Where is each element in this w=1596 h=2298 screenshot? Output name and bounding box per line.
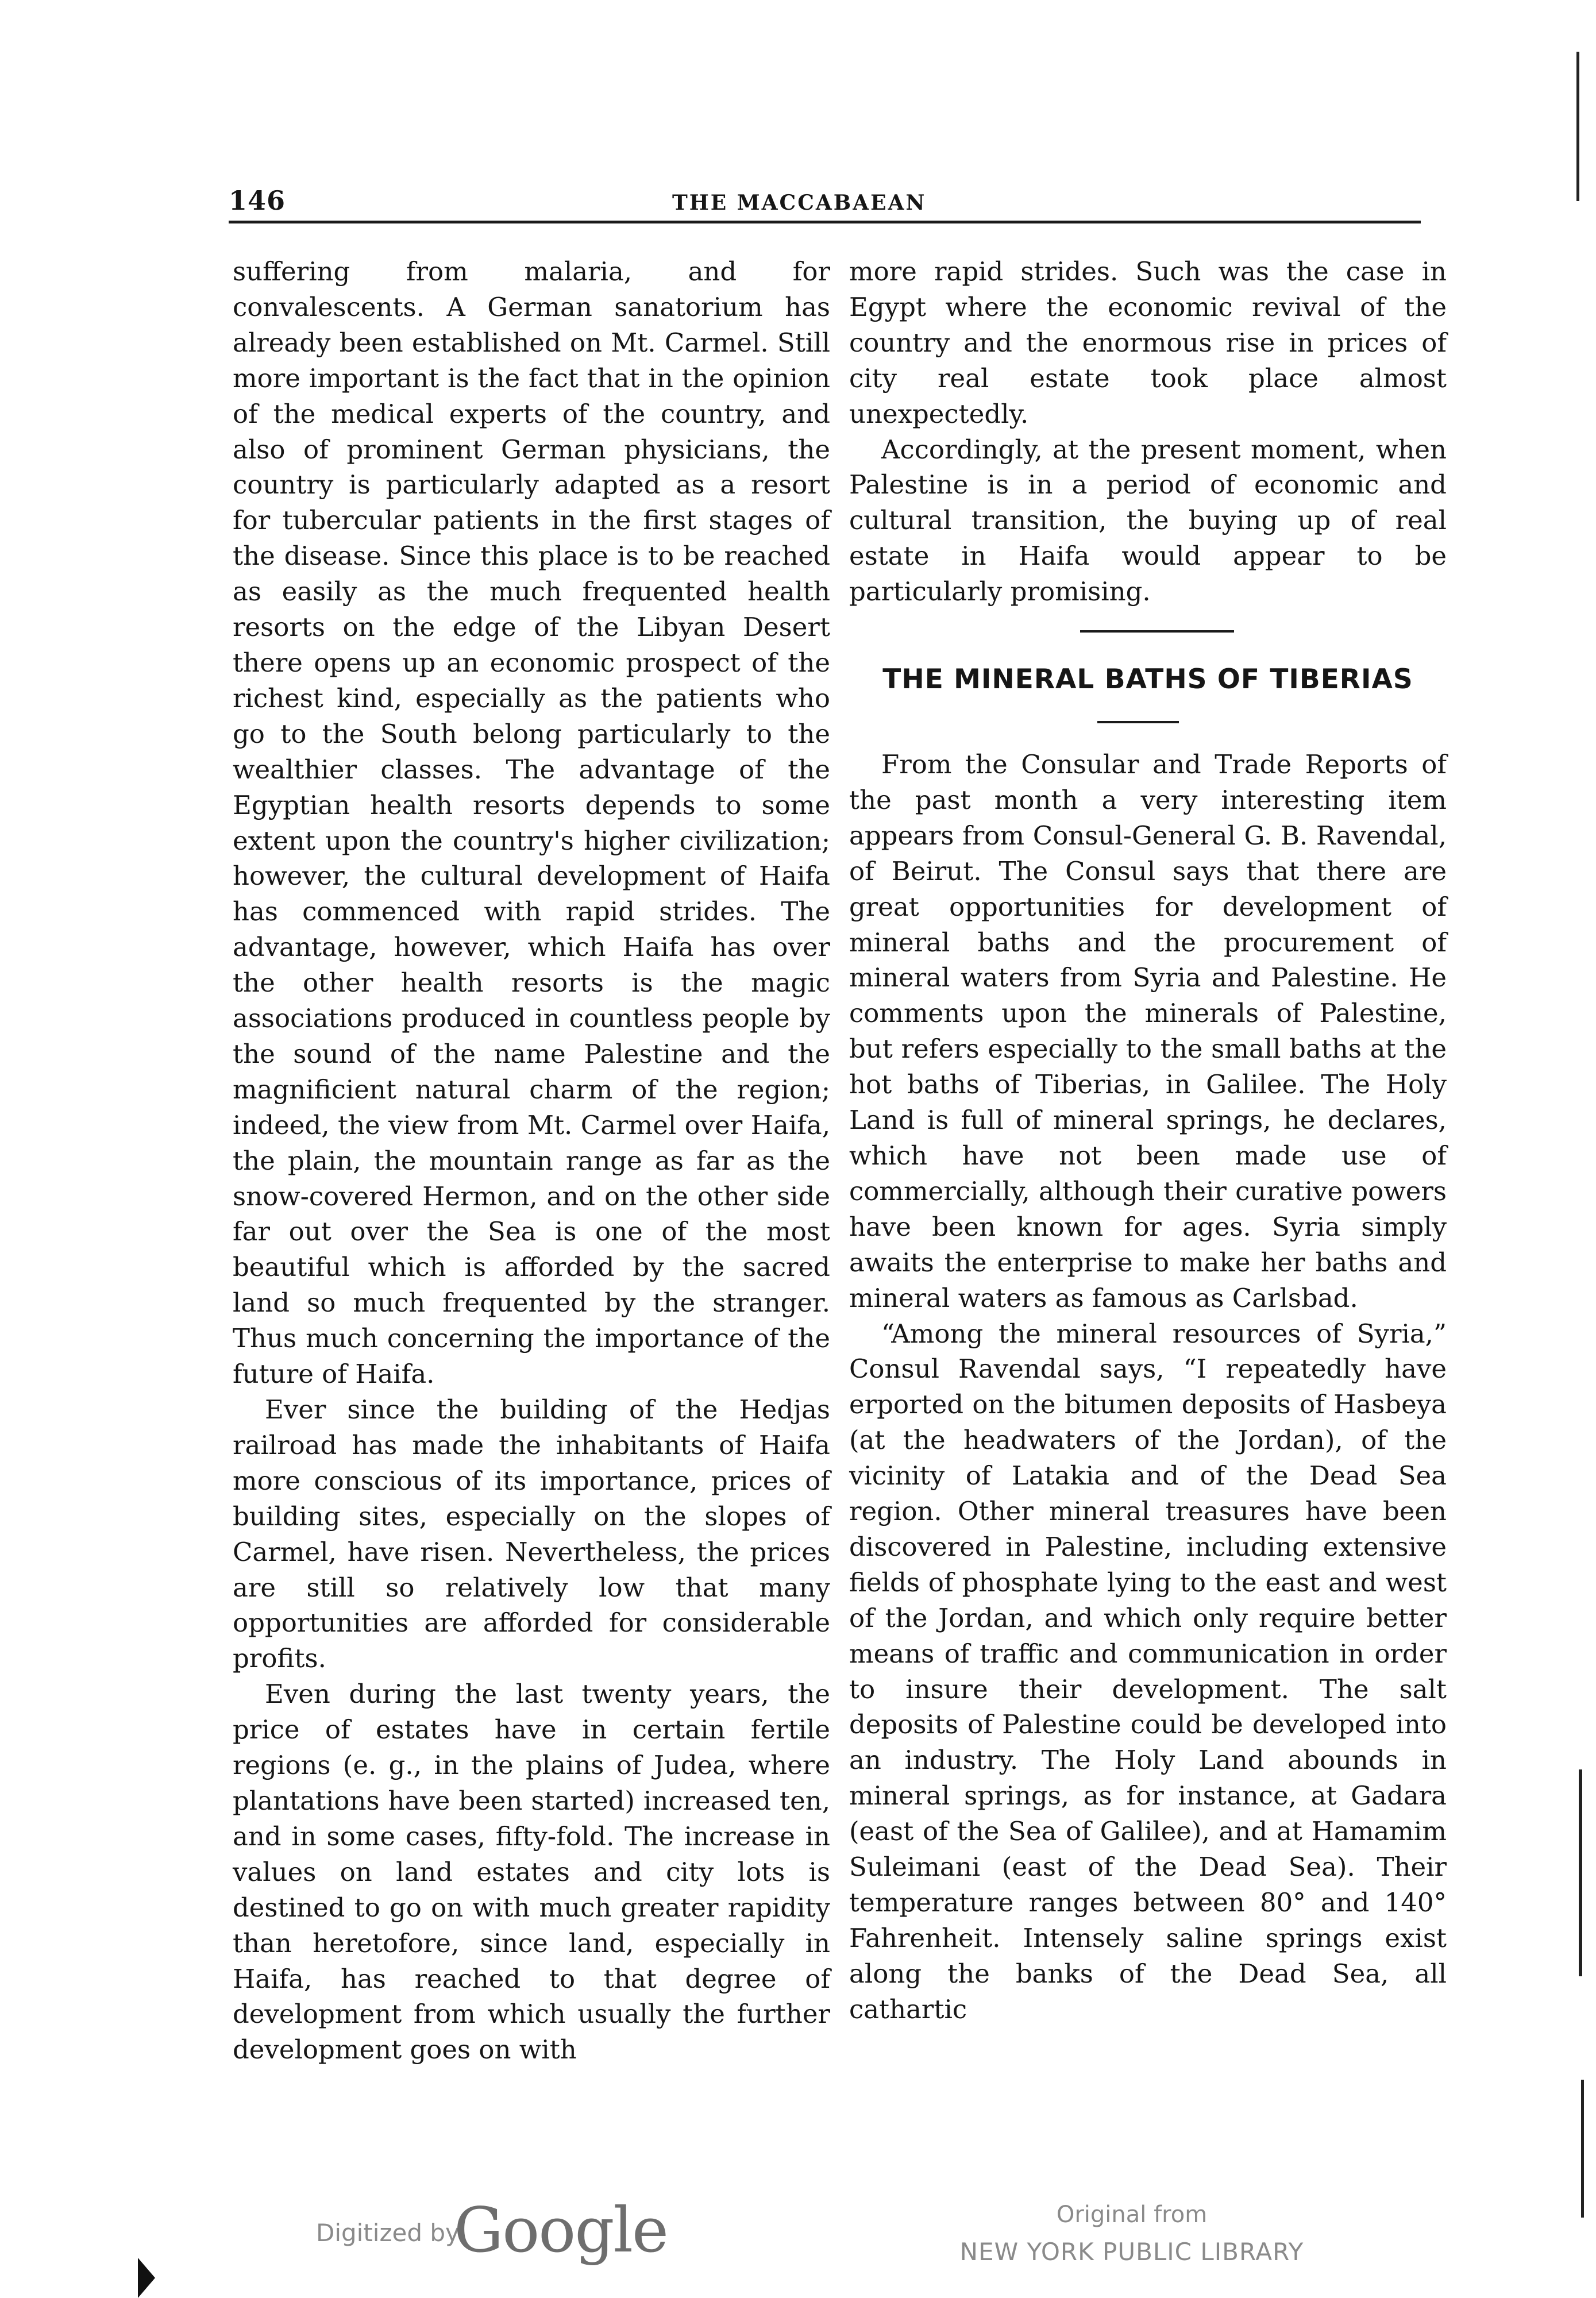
scan-margin-mark-bottom (1581, 2080, 1584, 2218)
left-paragraph-1: suffering from malaria, and for convalescents. A German sanatorium has already been established on Mt. Carmel. Still more important is the fact that in the opinion of the medical experts of the country, and also of prominent German physicians, the country is particularly adapted as a resort for tubercular patients in the first stages of the disease. Since this place is to be reached as easily as the much frequented health resorts on the edge of the Libyan Desert there opens up an economic prospect of the richest kind, especially as the patients who go to the South belong particularly to the wealthier classes. The advantage of the Egyptian health resorts depends to some extent upon the country's higher civilization; however, the cultural development of Haifa has commenced with rapid strides. The advantage, however, which Haifa has over the other health resorts is the magic associations produced in countless people by the sound of the name Palestine and the magnificient natural charm of the region; indeed, the view from Mt. Carmel over Haifa, the plain, the mountain range as far as the snow-covered Hermon, and on the other side far out over the Sea is one of the most beautiful which is afforded by the sacred land so much frequented by the stranger. Thus much concerning the importance of the future of Haifa. (233, 256, 830, 1390)
right-paragraph-1: more rapid strides. Such was the case in Egypt where the economic revival of the country and the enormous rise in prices of city real estate took place almost unexpectedly. (849, 256, 1447, 429)
right-column-section (849, 747, 1447, 2027)
page-number: 146 (229, 185, 286, 216)
library-label: NEW YORK PUBLIC LIBRARY (959, 2238, 1304, 2266)
original-from-label: Original from (1056, 2201, 1208, 2228)
right-column-top (849, 254, 1447, 610)
section-rule-top (1080, 630, 1234, 633)
left-paragraph-3: Even during the last twenty years, the price of estates have in certain fertile regions (e. g., in the plains of Judea, where plantations have been started) increased ten, and in some cases, fifty-fold. The increase in values on land estates and city lots is destined to go on with much greater rapidity than heretofore, since land, especially in Haifa, has reached to that degree of development from which usually the further development goes on with (233, 1679, 830, 2065)
section-paragraph-2: “Among the mineral resources of Syria,” Consul Ravendal says, “I repeatedly have erported on the bitumen deposits of Hasbeya (at the headwaters of the Jordan), of the vicinity of Latakia and of the Dead Sea region. Other mineral treasures have been discovered in Palestine, including extensive fields of phosphate lying to the east and west of the Jordan, and which only require better means of traffic and communication in order to insure their development. The salt deposits of Palestine could be developed into an industry. The Holy Land abounds in mineral springs, as for instance, at Gadara (east of the Sea of Galilee), and at Hamamim Suleimani (east of the Dead Sea). Their temperature ranges between 80° and 140° Fahrenheit. Intensely saline springs exist along the banks of the Dead Sea, all cathartic (849, 1318, 1447, 2025)
section-rule-bottom (1097, 721, 1179, 723)
scan-margin-mark-top (1576, 52, 1579, 201)
running-title: THE MACCABAEAN (672, 191, 927, 215)
scan-margin-mark-right (1579, 1769, 1582, 1976)
section-heading: THE MINERAL BATHS OF TIBERIAS (882, 664, 1413, 695)
right-paragraph-2: Accordingly, at the present moment, when Palestine is in a period of economic and cultural transition, the buying up of real estate in Haifa would appear to be particularly promising. (849, 434, 1447, 607)
left-column (233, 254, 830, 2068)
left-paragraph-2: Ever since the building of the Hedjas railroad has made the inhabitants of Haifa more conscious of its importance, prices of building sites, especially on the slopes of Carmel, have risen. Nevertheless, the prices are still so relatively low that many opportunities are afforded for considerable profits. (233, 1394, 830, 1674)
section-paragraph-1: From the Consular and Trade Reports of the past month a very interesting item appears from Consul-General G. B. Ravendal, of Beirut. The Consul says that there are great opportunities for development of mineral baths and the procurement of mineral waters from Syria and Palestine. He comments upon the minerals of Palestine, but refers especially to the small baths at the hot baths of Tiberias, in Galilee. The Holy Land is full of mineral springs, he declares, which have not been made use of commercially, although their curative powers have been known for ages. Syria simply awaits the enterprise to make her baths and mineral waters as famous as Carlsbad. (849, 749, 1447, 1313)
corner-scan-mark (138, 2258, 155, 2298)
digitized-by-label: Digitized by (316, 2219, 460, 2247)
header-rule (229, 221, 1421, 223)
google-logo: Google (454, 2195, 668, 2266)
